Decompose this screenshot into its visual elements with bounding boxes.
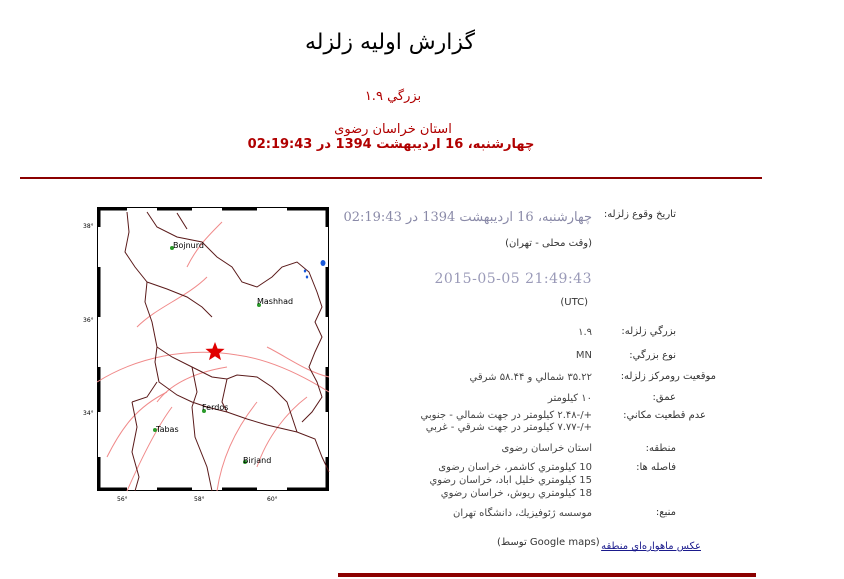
lon-tick-58: 58° bbox=[194, 496, 205, 503]
google-maps-note: (توسط Google maps) bbox=[497, 537, 600, 548]
uncertainty-ns: +/-۲.۴۸ کیلومتر در جهت شمالي - جنوبي bbox=[420, 410, 592, 421]
location-value: ۳۵.۲۲ شمالي و ۵۸.۴۴ شرقي bbox=[469, 372, 592, 383]
datetime-heading: چهارشنبه، 16 اردیبهشت 1394 در 02:19:43 bbox=[247, 137, 535, 152]
city-label-mashhad: Mashhad bbox=[257, 297, 294, 306]
province-heading: استان خراسان رضوی bbox=[334, 122, 452, 137]
utc-note: (UTC) bbox=[560, 297, 588, 308]
distance-item: 15 كيلومتري خليل اباد، خراسان رضوي bbox=[429, 475, 592, 486]
local-datetime: چهارشنبه، 16 اردیبهشت 1394 در 02:19:43 bbox=[343, 210, 592, 225]
source-value: موسسه ژئوفيزيك، دانشگاه تهران bbox=[452, 508, 592, 519]
magnitude-value: ۱.۹ bbox=[578, 327, 592, 338]
location-label: موقعيت رومركز زلزله: bbox=[620, 371, 716, 382]
lon-tick-60: 60° bbox=[267, 496, 278, 503]
magnitude-heading: بزرگي ۱.۹ bbox=[364, 89, 422, 104]
mag-type-value: MN bbox=[575, 350, 592, 361]
uncertainty-ew: +/-۷.۷۷ کیلومتر در جهت شرقي - غربي bbox=[425, 422, 592, 433]
top-divider bbox=[20, 177, 762, 179]
city-label-bojnurd: Bojnurd bbox=[173, 241, 204, 250]
lat-tick-36: 36° bbox=[83, 317, 94, 324]
lat-tick-38: 38° bbox=[83, 223, 94, 230]
region-label: منطقه: bbox=[645, 443, 676, 454]
lat-tick-34: 34° bbox=[83, 410, 94, 417]
distance-item: 18 كيلومتري ريوش، خراسان رضوي bbox=[440, 488, 592, 499]
uncertainty-label: عدم قطعيت مكاني: bbox=[623, 410, 706, 421]
page-title: گزارش اوليه زلزله bbox=[304, 30, 476, 55]
magnitude-label: بزرگي زلزله: bbox=[621, 326, 676, 337]
depth-value: ۱۰ کیلومتر bbox=[547, 393, 592, 404]
bottom-divider bbox=[338, 573, 756, 577]
depth-label: عمق: bbox=[652, 392, 676, 403]
utc-datetime: 2015-05-05 21:49:43 bbox=[434, 271, 592, 287]
source-label: منبع: bbox=[655, 507, 676, 518]
city-label-tabas: Tabas bbox=[156, 425, 179, 434]
mag-type-label: نوع بزرگي: bbox=[629, 350, 676, 361]
region-value: استان خراسان رضوی bbox=[501, 443, 592, 454]
lon-tick-56: 56° bbox=[117, 496, 128, 503]
epicenter-map bbox=[83, 207, 329, 503]
local-note: (وقت محلی - تهران) bbox=[505, 238, 592, 249]
date-label: تاریخ وقوع زلزله: bbox=[603, 209, 676, 220]
city-label-ferdos: Ferdos bbox=[202, 403, 229, 412]
city-label-birjand: Birjand bbox=[243, 456, 272, 465]
distance-item: 10 كيلومتري كاشمر، خراسان رضوی bbox=[438, 462, 592, 473]
satellite-image-link[interactable]: عكس ماهواره‌اي منطقه bbox=[601, 541, 701, 552]
distances-label: فاصله ها: bbox=[636, 462, 676, 473]
